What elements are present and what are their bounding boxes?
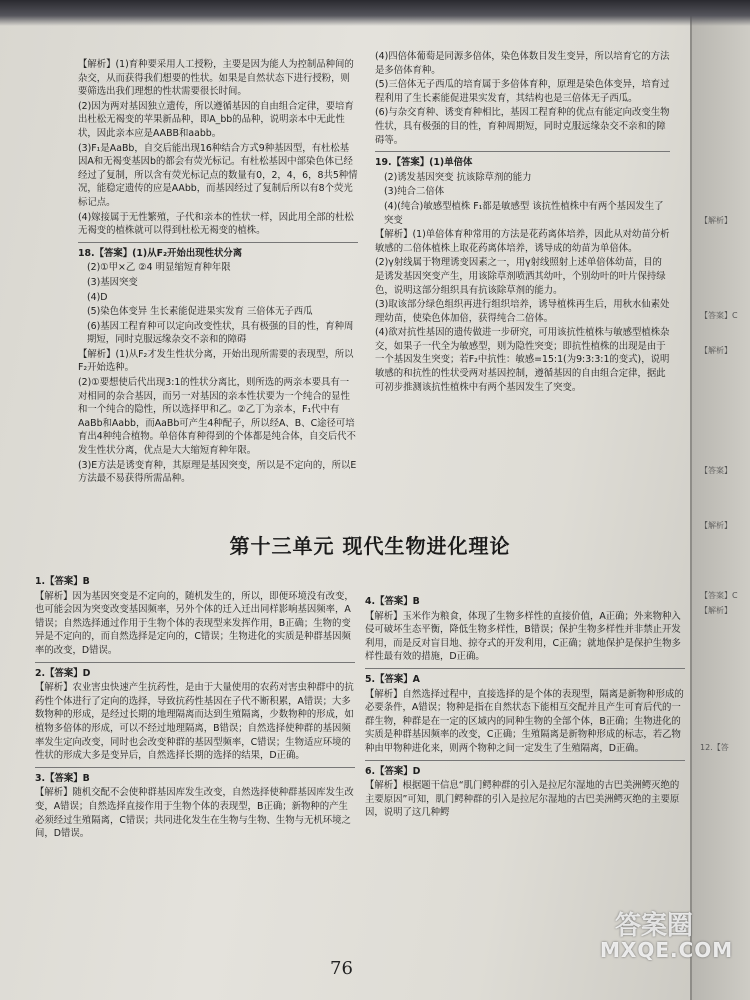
answer-line: 4.【答案】B bbox=[365, 596, 420, 607]
answer-line: 18.【答案】(1)从F₂开始出现性状分离 bbox=[78, 247, 243, 259]
adjacent-page-text: 【答案】C bbox=[700, 591, 738, 600]
adjacent-page-text: 【解析】 bbox=[700, 346, 732, 355]
watermark-logo: 答案圈 bbox=[615, 911, 694, 941]
answer-line: 3.【答案】B bbox=[35, 772, 90, 784]
left-column-top bbox=[78, 58, 358, 487]
watermark: MXQE.COM bbox=[600, 938, 734, 962]
paragraph: (4)嫁接属于无性繁殖，子代和亲本的性状一样，因此用全部的杜松无褐变的植株就可以得到杜松无褐变的植株。 bbox=[78, 211, 354, 237]
paragraph: (4)欲对抗性基因的遗传做进一步研究，可用该抗性植株与敏感型植株杂交，如果子一代全为敏感型，则为隐性突变；即抗性植株的出现是由于一个基因发生突变；若F₂中抗性：敏感=15:1(为9:3:3:1的变式)，说明敏感的和抗性的性状受两对基因控制，遵循基因的自由组合定律，据此可初步推测该抗性植株中有两个基因发生了突变。 bbox=[375, 327, 670, 393]
adjacent-page-edge bbox=[690, 0, 750, 1000]
divider bbox=[365, 760, 685, 761]
divider bbox=[365, 668, 685, 669]
answer-line: (2)诱发基因突变 抗该除草剂的能力 bbox=[384, 171, 532, 183]
adjacent-page-text: 【解析】 bbox=[700, 521, 732, 530]
answer-line: (3)纯合二倍体 bbox=[384, 186, 445, 198]
answer-line: 19.【答案】(1)单倍体 bbox=[375, 157, 473, 169]
answer-line: (3)基因突变 bbox=[87, 276, 138, 288]
paragraph: (5)三倍体无子西瓜的培育属于多倍体育种，原理是染色体变异，培育过程利用了生长素能促进果实发育，其结构也是三倍体无子西瓜。 bbox=[375, 79, 670, 104]
paragraph: (2)γ射线属于物理诱变因素之一，用γ射线照射上述单倍体幼苗，目的是诱发基因突变产生，用该除草剂喷洒其幼叶，个别幼叶的叶片保持绿色，说明这部分组织具有抗该除草剂的能力。 bbox=[375, 257, 666, 296]
right-column-top bbox=[375, 50, 670, 395]
paragraph: (4)四倍体葡萄是同源多倍体，染色体数目发生变异，所以培育它的方法是多倍体育种。 bbox=[375, 51, 670, 76]
paragraph: (6)与杂交育种、诱变育种相比，基因工程育种的优点有能定向改变生物性状，具有极强的目的性，育种周期短，同时克服远缘杂交不亲和的障碍等。 bbox=[375, 107, 670, 146]
divider bbox=[35, 767, 355, 768]
answer-line: (2)①甲×乙 ②4 明显缩短育种年限 bbox=[87, 262, 231, 274]
paragraph: 【解析】因为基因突变是不定向的，随机发生的，所以，即便环境没有改变，也可能会因为突变改变基因频率，另外个体的迁入迁出同样影响基因频率，A错误；自然选择通过作用于生物个体的表现型来发挥作用，B正确；生物的变异是不定向的，而自然选择是定向的，C错误；生物进化的实质是种群基因频率的改变，D错误。 bbox=[35, 590, 354, 656]
paragraph: 【解析】(1)从F₂才发生性状分离，开始出现所需要的表现型，所以F₂开始选种。 bbox=[78, 348, 354, 374]
answer-line: (4)(纯合)敏感型植株 F₁都是敏感型 该抗性植株中有两个基因发生了突变 bbox=[384, 200, 664, 226]
adjacent-page-text: 【解析】 bbox=[700, 606, 732, 615]
paragraph: 【解析】自然选择过程中，直接选择的是个体的表现型，隔离是新物种形成的必要条件，A错误；物种是指在自然状态下能相互交配并且产生可育后代的一群生物，种群是在一定的区域内的同种生物的全部个体，B正确；生物进化的实质是种群基因频率的改变，C正确；生殖隔离是新物种形成的标志，若乙物种由甲物种进化来，则两个物种之间一定发生了生殖隔离，D正确。 bbox=[365, 688, 684, 754]
divider bbox=[35, 662, 355, 663]
page-top-shadow bbox=[0, 0, 750, 26]
divider bbox=[78, 242, 358, 243]
paragraph: 【解析】(1)育种要采用人工授粉，主要是因为能人为控制品种间的杂交，从而获得我们想要的性状。如果是自然状态下进行授粉，则要筛选出我们理想的性状需要很长时间。 bbox=[78, 59, 354, 98]
answer-line: 6.【答案】D bbox=[365, 765, 421, 777]
page-number: 76 bbox=[330, 958, 353, 979]
answer-line: (5)染色体变异 生长素能促进果实发育 三倍体无子西瓜 bbox=[87, 306, 313, 318]
paragraph: 【解析】玉米作为粮食，体现了生物多样性的直接价值，A正确；外来物种入侵可破坏生态平衡，降低生物多样性，B错误；保护生物多样性并非禁止开发利用，而是反对盲目地、掠夺式的开发利用，C正确；就地保护是保护生物多样性最有效的措施，D正确。 bbox=[365, 610, 681, 663]
adjacent-page-text: 12.【答 bbox=[700, 743, 729, 752]
paragraph: 【解析】农业害虫快速产生抗药性，是由于大量使用的农药对害虫种群中的抗药性个体进行了定向的选择，导致抗药性基因在子代不断积累，A错误；大多数物种的形成，是经过长期的地理隔离而达到生殖隔离，少数物种的形成，如植物多倍体的形成，可以不经过地理隔离，B错误；自然选择使种群的基因频率发生定向改变，同时也会改变种群的基因型频率，C错误；生物适应环境的性状的形成大多是变异后，自然选择长期的选择的结果，D正确。 bbox=[35, 682, 354, 762]
paragraph: (3)取该部分绿色组织再进行组织培养，诱导植株再生后，用秋水仙素处理幼苗，使染色体加倍，获得纯合二倍体。 bbox=[375, 299, 670, 324]
adjacent-page-text: 【答案】C bbox=[700, 311, 738, 320]
answer-line: 5.【答案】A bbox=[365, 673, 420, 685]
paragraph: 【解析】(1)单倍体育种常用的方法是花药离体培养，因此从对幼苗分析敏感的二倍体植株上取花药离体培养，诱导成的幼苗为单倍体。 bbox=[375, 229, 670, 254]
answer-line: 2.【答案】D bbox=[35, 667, 91, 679]
paragraph: 【解析】根据题干信息“肌门鳄种群的引入是拉尼尔湿地的古巴美洲鳄灭绝的主要原因”可知，肌门鳄种群的引入是拉尼尔湿地的古巴美洲鳄灭绝的主要原因，说明了这几种鳄 bbox=[365, 780, 680, 819]
answer-line: (4)D bbox=[87, 291, 108, 303]
left-column-bottom bbox=[35, 575, 355, 842]
paragraph: 【解析】随机交配不会使种群基因库发生改变，自然选择使种群基因库发生改变，A错误；自然选择直接作用于生物个体的表现型，B正确；新物种的产生必须经过生殖隔离，C错误；共同进化发生在生物与生物、生物与无机环境之间，D错误。 bbox=[35, 787, 354, 840]
adjacent-page-text: 【答案】 bbox=[700, 466, 732, 475]
paragraph: (2)①要想使后代出现3:1的性状分离比，则所选的两亲本要具有一对相同的杂合基因，而另一对基因的亲本性状要为一个纯合的显性和一个纯合的隐性，所以选择甲和乙。②乙丁为亲本，F₁代中有AaBb和Aabb，而AaBb可产生4种配子，所以经A、B、C途径可培育出4种纯合植物。单倍体育种得到的个体都是纯合体，自交后代不发生性状分离，优点是大大缩短育种年限。 bbox=[78, 377, 356, 457]
paragraph: (3)F₁是AaBb，自交后能出现16种结合方式9种基因型，有杜松基因A和无褐变基因b的都会有荧光标记。有杜松基因中部染色体已经经过了复制，所以含有荧光标记点的数量有0，2，4，6，8共5种情况，能稳定遗传的应是AAbb，而基因经过了复制后所以有8个荧光标记点。 bbox=[78, 142, 358, 208]
adjacent-page-text: 【解析】 bbox=[700, 216, 732, 225]
unit-title: 第十三单元 现代生物进化理论 bbox=[229, 534, 511, 558]
answer-line: (6)基因工程育种可以定向改变性状，具有极强的目的性，育种周期短，同时克服远缘杂交不亲和的障碍 bbox=[87, 320, 354, 346]
paragraph: (3)E方法是诱变育种，其原理是基因突变，所以是不定向的，所以E方法最不易获得所需品种。 bbox=[78, 459, 357, 485]
right-column-bottom bbox=[365, 595, 685, 821]
paragraph: (2)因为两对基因独立遗传，所以遵循基因的自由组合定律，要培育出杜松无褐变的苹果新品种，即A_bb的品种，说明亲本中无此性状，因此亲本应是AABB和aabb。 bbox=[78, 100, 354, 139]
divider bbox=[375, 151, 670, 152]
answer-line: 1.【答案】B bbox=[35, 576, 90, 587]
